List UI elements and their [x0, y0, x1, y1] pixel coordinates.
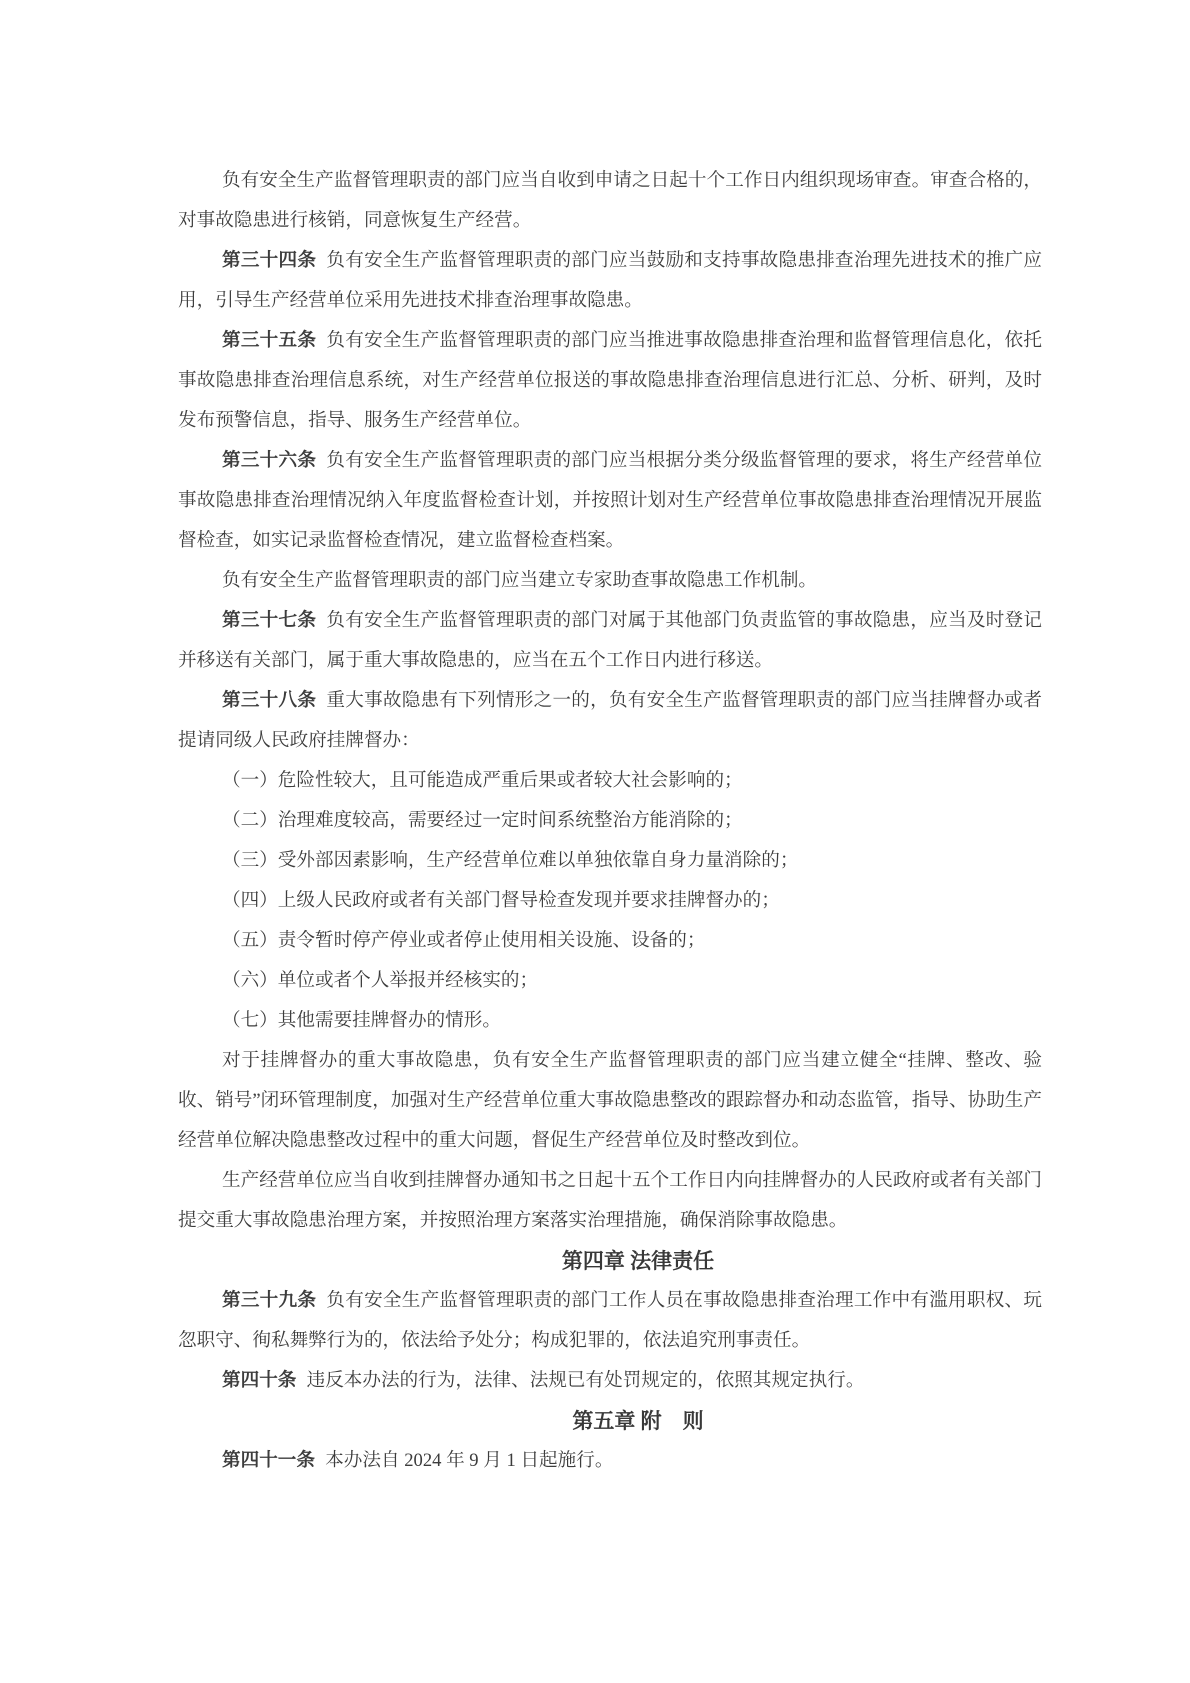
paragraph-text: 对于挂牌督办的重大事故隐患，负有安全生产监督管理职责的部门应当建立健全“挂牌、整改、验收、销号”闭环管理制度，加强对生产经营单位重大事故隐患整改的跟踪督办和动态监管，指导、协助生产经营单位解决隐患整改过程中的重大问题，督促生产经营单位及时整改到位。 [178, 1050, 1042, 1151]
paragraph-expert-mechanism [178, 561, 1042, 601]
paragraph-text: 负有安全生产监督管理职责的部门应当建立专家助查事故隐患工作机制。 [222, 570, 818, 591]
list-item-4 [178, 881, 1042, 921]
paragraph-text: 负有安全生产监督管理职责的部门应当自收到申请之日起十个工作日内组织现场审查。审查合格的，对事故隐患进行核销，同意恢复生产经营。 [178, 170, 1042, 231]
list-item-7 [178, 1001, 1042, 1041]
article-39 [178, 1281, 1042, 1361]
article-41-text: 本办法自 2024 年 9 月 1 日起施行。 [325, 1450, 614, 1471]
article-34-number: 第三十四条 [222, 250, 317, 271]
article-37-text: 负有安全生产监督管理职责的部门对属于其他部门负责监管的事故隐患，应当及时登记并移送有关部门，属于重大事故隐患的，应当在五个工作日内进行移送。 [178, 610, 1042, 671]
list-item-text: （一）危险性较大，且可能造成严重后果或者较大社会影响的； [222, 770, 743, 791]
article-36-text: 负有安全生产监督管理职责的部门应当根据分类分级监督管理的要求，将生产经营单位事故隐患排查治理情况纳入年度监督检查计划，并按照计划对生产经营单位事故隐患排查治理情况开展监督检查，如实记录监督检查情况，建立监督检查档案。 [178, 450, 1042, 551]
list-item-1 [178, 761, 1042, 801]
article-35-number: 第三十五条 [222, 330, 317, 351]
article-41 [178, 1441, 1042, 1481]
list-item-text: （六）单位或者个人举报并经核实的； [222, 970, 539, 991]
list-item-text: （四）上级人民政府或者有关部门督导检查发现并要求挂牌督办的； [222, 890, 780, 911]
list-item-2 [178, 801, 1042, 841]
article-40-number: 第四十条 [222, 1370, 297, 1391]
article-38 [178, 681, 1042, 761]
paragraph-treatment-plan [178, 1161, 1042, 1241]
list-item-text: （三）受外部因素影响，生产经营单位难以单独依靠自身力量消除的； [222, 850, 799, 871]
list-item-5 [178, 921, 1042, 961]
article-34 [178, 241, 1042, 321]
paragraph-text: 生产经营单位应当自收到挂牌督办通知书之日起十五个工作日内向挂牌督办的人民政府或者有关部门提交重大事故隐患治理方案，并按照治理方案落实治理措施，确保消除事故隐患。 [178, 1170, 1042, 1231]
article-37-number: 第三十七条 [222, 610, 317, 631]
article-36 [178, 441, 1042, 561]
article-34-text: 负有安全生产监督管理职责的部门应当鼓励和支持事故隐患排查治理先进技术的推广应用，引导生产经营单位采用先进技术排查治理事故隐患。 [178, 250, 1042, 311]
article-38-number: 第三十八条 [222, 690, 317, 711]
paragraph-supervision-closedloop [178, 1041, 1042, 1161]
list-item-text: （七）其他需要挂牌督办的情形。 [222, 1010, 501, 1031]
article-37 [178, 601, 1042, 681]
paragraph-review-onsite [178, 161, 1042, 241]
list-item-6 [178, 961, 1042, 1001]
article-39-number: 第三十九条 [222, 1290, 317, 1311]
article-35 [178, 321, 1042, 441]
article-40 [178, 1361, 1042, 1401]
article-39-text: 负有安全生产监督管理职责的部门工作人员在事故隐患排查治理工作中有滥用职权、玩忽职守、徇私舞弊行为的，依法给予处分；构成犯罪的，依法追究刑事责任。 [178, 1290, 1042, 1351]
list-item-text: （五）责令暂时停产停业或者停止使用相关设施、设备的； [222, 930, 706, 951]
article-40-text: 违反本办法的行为，法律、法规已有处罚规定的，依照其规定执行。 [306, 1370, 865, 1391]
article-36-number: 第三十六条 [222, 450, 317, 471]
list-item-3 [178, 841, 1042, 881]
article-41-number: 第四十一条 [222, 1450, 315, 1471]
list-item-text: （二）治理难度较高，需要经过一定时间系统整治方能消除的； [222, 810, 743, 831]
article-38-text: 重大事故隐患有下列情形之一的，负有安全生产监督管理职责的部门应当挂牌督办或者提请同级人民政府挂牌督办： [178, 690, 1042, 751]
article-35-text: 负有安全生产监督管理职责的部门应当推进事故隐患排查治理和监督管理信息化，依托事故隐患排查治理信息系统，对生产经营单位报送的事故隐患排查治理信息进行汇总、分析、研判，及时发布预警信息，指导、服务生产经营单位。 [178, 330, 1042, 431]
chapter-4-heading: 第四章 法律责任 [561, 1249, 715, 1273]
chapter-5-heading: 第五章 附 则 [572, 1409, 704, 1433]
